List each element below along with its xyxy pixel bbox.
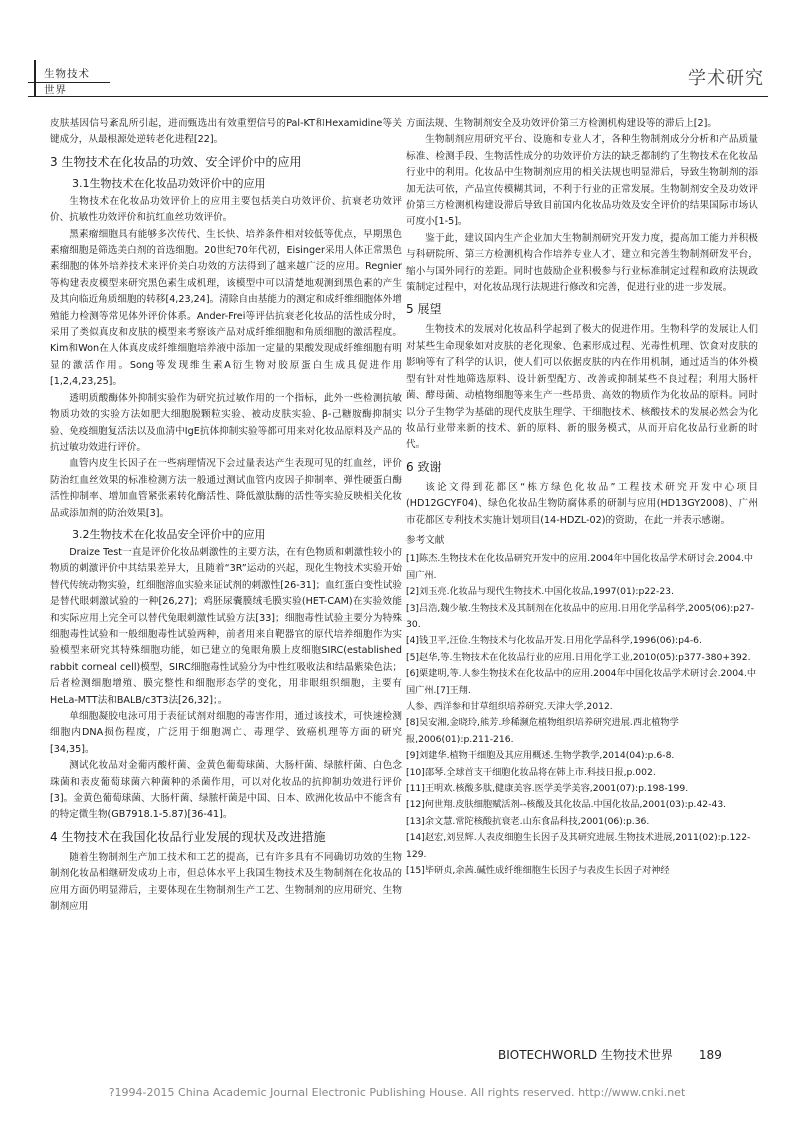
copyright-line: ?1994-2015 China Academic Journal Electronic Publishing House. All rights reserved. http://www.cnki.net: [108, 1086, 686, 1099]
logo-line1: 生物技术: [44, 68, 90, 80]
paragraph: 生物制剂应用研究平台、设施和专业人才，各种生物制剂成分分析和产品质量标准、检测手段、生物活性成分的功效评价方法的缺乏都制约了生物技术在化妆品行业中的利用。化妆品中生物制剂应用的相关法规也明显滞后，导致生物制剂的添加无法可依，产品宣传模糊其词，不利于行业的正常发展。生物制剂安全及功效评价第三方检测机构建设滞后导致目前国内化妆品功效及安全评价的结果国际市场认可度小[1-5]。: [406, 134, 758, 228]
paragraph: Draize Test一直是评价化妆品刺激性的主要方法，在有色物质和刺激性较小的物质的刺激评价中其结果差异大，且随着“3R”运动的兴起，现化生物技术实验开始替代传统动物实验，红细胞溶血实验来证试剂的刺激性[26-31]；血红蛋白变性试验是替代眼刺激试验的一种[26,27]；鸡胚尿囊膜绒毛膜实验(HET-CAM)在实验效能和实际应用上完全可以替代兔眼刺激性试验方法[33]；细胞毒性试验主要分为特殊细胞毒性试验和一般细胞毒性试验两种，前者用来自靶器官的原代培养细胞作为实验模型来研究其特殊细胞功能，如已建立的兔眼角膜上皮细胞SIRC(established rabbit corneal cell)模型，SIRC细胞毒性试验分为中性红吸收法和结晶紫染色法；后者检测细胞增殖、膜完整性和细胞形态学的变化，用非眼组织细胞，主要有HeLa-MTT法和BALB/c3T3法[26,32]；。: [50, 546, 402, 706]
subsection-heading: 3.2生物技术在化妆品安全评价中的应用: [72, 527, 266, 541]
reference-item: [4]钱卫平,汪俭.生物技术与化妆品开发.日用化学品科学,1996(06):p4-6.: [406, 635, 702, 647]
reference-item: [12]何世翔.皮肤细胞赋活剂--核酸及其化妆品.中国化妆品,2001(03):p.42-43.: [406, 799, 727, 811]
reference-item: [10]邵琴.全球首支干细胞化妆品将在韩上市.科技日报,p.002.: [406, 766, 656, 778]
reference-item: [13]余文慧.常陀核酸抗衰老.山东食品科技,2001(06):p.36.: [406, 815, 650, 827]
reference-item: [11]王明欢.核酸多肽,健康美容.医学美学美容,2001(07):p.198-199.: [406, 783, 689, 795]
left-column: [50, 116, 402, 915]
reference-item: [14]赵宏,刘昱辉.人表皮细胞生长因子及其研究进展.生物技术进展,2011(02):p.122-129.: [406, 832, 751, 860]
right-column: [406, 116, 758, 879]
logo-line2: 世界: [44, 84, 67, 96]
paragraph: 鉴于此，建议国内生产企业加大生物制剂研究开发力度，提高加工能力并积极与科研院所、第三方检测机构合作培养专业人才、建立和完善生物制剂研发平台，缩小与国外同行的差距。同时也鼓励企业积极参与行业标准制定过程和政府法规政策制定过程中，对化妆品现行法规进行修改和完善，促进行业的进一步发展。: [406, 232, 758, 294]
page-number: 189: [698, 1048, 722, 1062]
journal-logo: [28, 58, 110, 96]
reference-item: [2]刘玉亮.化妆品与现代生物技术.中国化妆品,1997(01):p22-23.: [406, 586, 674, 598]
paragraph: 皮肤基因信号紊乱所引起，进而甄选出有效重塑信号的Pal-KT和Hexamidine等关键成分，从最根源处逆转老化进程[22]。: [50, 118, 402, 146]
subsection-heading: 3.1生物技术在化妆品功效评价中的应用: [72, 176, 266, 190]
logo-bar: [34, 60, 36, 96]
paragraph: 方面法规、生物制剂安全及功效评价第三方检测机构建设等的滞后上[2]。: [406, 118, 717, 129]
paragraph: 该论文得到花都区“栋方绿色化妆品”工程技术研究开发中心项目(HD12GCYF04)、绿色化妆品生物防腐体系的研制与应用(HD13GY2008)、广州市花都区专利技术实施计划项目(14-HDZL-02)的资助，在此一并表示感谢。: [406, 481, 758, 526]
reference-item: [3]吕浩,魏少敏.生物技术及其制剂在化妆品中的应用.日用化学品科学,2005(06):p27-30.: [406, 602, 755, 630]
reference-item: [1]陈杰.生物技术在化妆品研究开发中的应用.2004年中国化妆品学术研讨会.2004.中国广州.: [406, 553, 754, 581]
reference-item: [15]毕研贞,余茜.碱性成纤维细胞生长因子与表皮生长因子对神经: [406, 865, 670, 877]
paragraph: 随着生物制剂生产加工技术和工艺的提高，已有许多具有不同确切功效的生物制剂化妆品相继研发成功上市，但总体水平上我国生物技术及生物制剂在化妆品的应用方面仍明显滞后，主要体现在生物制剂生产工艺、生物制剂的应用研究、生物制剂应用: [50, 851, 402, 913]
reference-item: [6]栗建明,等.人参生物技术在化妆品中的应用.2004年中国化妆品学术研讨会.2004.中国广州.[7]王翔.: [406, 668, 757, 696]
page-footer: [498, 1046, 722, 1063]
reference-item: [5]赵华,等.生物技术在化妆品行业的应用.日用化学工业,2010(05):p377-380+392.: [406, 651, 751, 663]
section-heading: 3 生物技术在化妆品的功效、安全评价中的应用: [50, 154, 302, 169]
paragraph: 透明质酸酶体外抑制实验作为研究抗过敏作用的一个指标，此外一些检测抗敏物质功效的实验方法如肥大细胞脱颗粒实验、被动皮肤实验、β-己糖胺酶抑制实验、免疫细胞复活法以及血清中IgE抗体抑制实验等都可用来对化妆品原料及产品的抗过敏功效进行评价。: [50, 392, 402, 453]
logo-rule: [28, 82, 110, 83]
paragraph: 生物技术在化妆品功效评价上的应用主要包括美白功效评价、抗衰老功效评价、抗敏性功效评价和抗红血丝功效评价。: [50, 195, 402, 224]
footer-journal: BIOTECHWORLD 生物技术世界: [498, 1048, 673, 1062]
section-heading: 6 致谢: [406, 459, 442, 474]
reference-item: [9]刘建华.植物干细胞及其应用概述.生物学教学,2014(04):p.6-8.: [406, 750, 675, 762]
references-heading: 参考文献: [406, 534, 445, 546]
paragraph: 黑素瘤细胞具有能够多次传代、生长快、培养条件相对较低等优点，早期黑色素瘤细胞是筛选美白剂的首选细胞。20世纪70年代初，Eisinger采用人体正常黑色素细胞的体外培养技术来评价美白功效的方法得到了越来越广泛的应用。Regnier等构建表皮模型来研究黑色素生成机理，该模型中可以清楚地观测到黑色素的产生及其向临近角质细胞的转移[4,23,24]。清除自由基能力的测定和成纤维细胞体外增殖能力检测等常见体外评价体系。Ander-Frei等评估抗衰老化妆品的活性成分时，采用了类似真皮和皮肤的模型来考察该产品对成纤维细胞和角质细胞的激活程度。Kim和Won在人体真皮成纤维细胞培养液中添加一定量的果酸发现成纤维细胞有明显的激活作用。Song等发现维生素A衍生物对胶原蛋白生成具促进作用[1,2,4,23,25]。: [50, 228, 402, 388]
section-heading: 5 展望: [406, 302, 442, 317]
paragraph: 单细胞凝胶电泳可用于表征试剂对细胞的毒害作用，通过该技术，可快速检测细胞内DNA损伤程度，广泛用于细胞凋亡、毒理学、致癌机理等方面的研究[34,35]。: [50, 711, 402, 755]
section-heading: 4 生物技术在我国化妆品行业发展的现状及改进措施: [50, 829, 326, 844]
reference-item: 人参、西洋参和甘草组织培养研究.天津大学,2012.: [406, 701, 613, 712]
paragraph: 血管内皮生长因子在一些病理情况下会过量表达产生表现可见的红血丝，评价防治红血丝效果的标准检测方法一般通过测试血管内皮因子抑制率、弹性硬蛋白酶活性抑制率、增加血管紧张素转化酶活性、降低激肽酶的活性等实验反映相关化妆品或添加剂的防治效果[3]。: [50, 458, 402, 519]
paragraph: 生物技术的发展对化妆品科学起到了极大的促进作用。生物科学的发展让人们对某些生命现象如对皮肤的老化现象、色素形成过程、光毒性机理、饮食对皮肤的影响等有了科学的认识，使人们可以依据皮肤的内在作用机制，通过适当的体外模型有针对性地筛选原料、设计新型配方、改善或抑制某些不良过程；利用大肠杆菌、酵母菌、动植物细胞等来生产一些昂贵、高效的物质作为化妆品的原料。同时以分子生物学为基础的现代皮肤生理学、干细胞技术、核酸技术的发展必然会为化妆品行业带来新的技术、新的原料、新的服务模式，从而开启化妆品行业新的时代。: [406, 324, 758, 451]
section-title: 学术研究: [688, 68, 764, 89]
reference-item: [8]吴安湘,金晓玲,熊芳.珍稀濒危植物组织培养研究进展.西北植物学报,2006(01):p.211-216.: [406, 717, 679, 745]
header-divider: [28, 96, 768, 97]
paragraph: 测试化妆品对金葡丙酸杆菌、金黄色葡萄球菌、大肠杆菌、绿脓杆菌、白色念珠菌和表皮葡萄球菌六种菌种的杀菌作用，可以对化妆品的抗抑制功效进行评价[3]。金黄色葡萄球菌、大肠杆菌、绿脓杆菌是中国、日本、欧洲化妆品中不能含有的特定微生物(GB7918.1-5.87)[36-41]。: [50, 760, 402, 821]
